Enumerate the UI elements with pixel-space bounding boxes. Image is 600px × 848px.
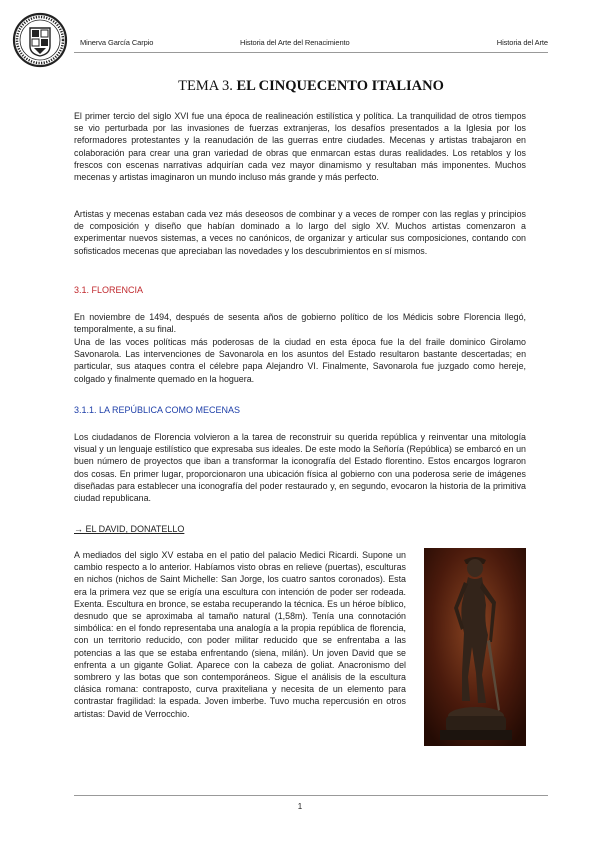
page-number: 1: [297, 802, 303, 811]
intro-paragraph-2: Artistas y mecenas estaban cada vez más deseosos de combinar y a veces de romper con las reglas y principios de composición y diseño que habían dominado a lo largo del siglo XV. Muchos artistas comenzaron a experimentar nuevos sistemas, a veces no canónicos, de organizar y articular sus composiciones, contando con sofisticados mecenas que apreciaban las novedades y los descubrimientos en sí mismos.: [74, 209, 526, 256]
florencia-paragraph-2: Una de las voces políticas más poderosas de la ciudad en esta época fue la del fraile dominico Girolamo Savonarola. Las intervenciones de Savonarola en los asuntos del Estado resultaron bastante descertadas; en particular, sus ataques contra el célebre papa Alejandro VI. Finalmente, Savonarola fue juzgado como hereje, colgado y finalmente quemado en la hoguera.: [74, 337, 526, 384]
david-paragraph: A mediados del siglo XV estaba en el patio del palacio Medici Ricardi. Supone un cambio respecto a lo anterior. Habíamos visto obras en relieve (puertas), esculturas en nichos (nichos de Saint Michelle: San Jorge, los cuatro santos coronados). Esta era la primera vez que se erigía una escultura con intención de poder ser rodeada. Exenta. Escultura en bronce, se estaba recuperando la técnica. Es un héroe bíblico, desnudo que se aproximaba al tamaño natural (1,58m). Tenía una connotación simbólica: en el fondo representaba una analogía a la propia república de florencia, con un territorio reducido, con poder militar reducido que se enfrentaba a las potencias a las que se estaba enfrentando (siena, milán). Un joven David que se enfrenta a un gigante Goliat. Aparece con la cabeza de goliat. Anacronismo del sombrero y las botas que son contemporáneos. Sigue el análisis de la escultura clásica romana: contraposto, curva praxiteliana y necesita de un elemento para contrastar fragilidad: la espada. Joven imberbe. Tuvo mucha repercusión en otros artistas: David de Verrocchio.: [74, 550, 406, 719]
header-subject: Historia del Arte del Renacimiento: [240, 38, 350, 47]
david-statue-photo: [424, 548, 526, 746]
header-divider: [74, 52, 548, 53]
header-author: Minerva García Carpio: [80, 38, 154, 47]
title-main: EL CINQUECENTO ITALIANO: [236, 78, 444, 94]
page-header: [0, 0, 600, 80]
header-topic: Historia del Arte: [496, 38, 548, 47]
section-heading-florencia: 3.1. FLORENCIA: [74, 285, 144, 295]
florencia-paragraph-1: En noviembre de 1494, después de sesenta años de gobierno político de los Médicis sobre Florencia llegó, temporalmente, a su final.: [74, 312, 526, 335]
section-heading-david: → EL DAVID, DONATELLO: [74, 524, 185, 534]
page-title: [74, 78, 548, 95]
intro-paragraph-1: El primer tercio del siglo XVI fue una época de realineación estilística y política. La tranquilidad de otros tiempos se vio perturbada por las invasiones de fuerzas extranjeras, los desafíos presentados a la Iglesia por los reformadores protestantes y la reanudación de las guerras entre ciudades. Mecenas y artistas trabajaron en colaboración para crear una gran variedad de obras que enmarcan estas duras realidades. Los retablos y los frescos con escenas narrativas adquirían cada vez mayor dinamismo y resultaban más imponentes. Muchos mecenas y artistas imaginaron un mundo incluso más grande y más perfecto.: [74, 111, 526, 183]
footer-divider: [74, 795, 548, 796]
university-crest-icon: [12, 12, 68, 68]
section-heading-republica: 3.1.1. LA REPÚBLICA COMO MECENAS: [74, 405, 241, 415]
title-prefix: TEMA 3.: [178, 78, 233, 94]
republica-paragraph: Los ciudadanos de Florencia volvieron a la tarea de reconstruir su querida república y reinventar una mitología visual y un lenguaje estilístico que expresaba sus ideales. De este modo la Señoría (República) se embarcó en un buen número de proyectos que iban a transformar la iconografía del Estado florentino. Estos encargos lograron dos cosas. En primer lugar, proporcionaron una ubicación física al gobierno con una poderosa serie de imágenes diseñadas para establecer una iconografía del poder restaurado y, en segundo, evocaron la historia de la primitiva ciudad republicana.: [74, 432, 526, 504]
